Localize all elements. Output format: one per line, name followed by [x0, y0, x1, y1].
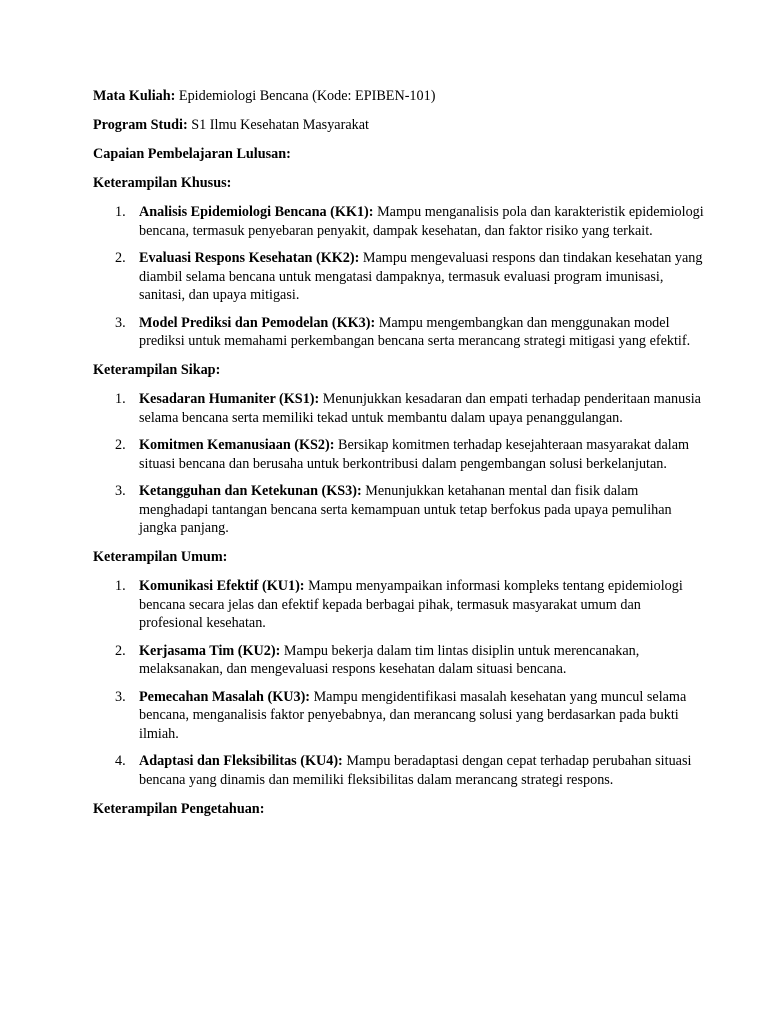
list-khusus [93, 203, 708, 351]
list-item [115, 203, 708, 240]
item-text: Mampu menyampaikan informasi kompleks tentang epidemiologi bencana secara jelas dan efektif kepada berbagai pihak, termasuk masyarakat umum dan profesional kesehatan. [139, 578, 683, 631]
section-heading-khusus: Keterampilan Khusus: [93, 175, 232, 191]
list-umum [93, 577, 708, 789]
course-line [93, 87, 708, 106]
item-title: Adaptasi dan Fleksibilitas (KU4): [139, 753, 343, 769]
list-item [115, 314, 708, 351]
item-title: Komunikasi Efektif (KU1): [139, 578, 305, 594]
item-title: Pemecahan Masalah (KU3): [139, 688, 311, 705]
list-item [115, 436, 708, 473]
outcomes-heading: Capaian Pembelajaran Lulusan: [93, 146, 291, 162]
item-text: Mampu bekerja dalam tim lintas disiplin untuk merencanakan, melaksanakan, dan mengevaluasi respons kesehatan dalam situasi bencana. [139, 642, 640, 677]
item-number: 1. [115, 578, 126, 594]
list-item [115, 249, 708, 305]
item-title: Kerjasama Tim (KU2): [139, 642, 281, 659]
item-number: 2. [115, 250, 126, 266]
knowledge-heading: Keterampilan Pengetahuan: [93, 800, 265, 817]
list-sikap [93, 390, 708, 538]
list-item [115, 752, 708, 789]
item-number: 3. [115, 314, 126, 331]
item-title: Evaluasi Respons Kesehatan (KK2): [139, 250, 360, 266]
item-number: 1. [115, 391, 126, 407]
item-title: Model Prediksi dan Pemodelan (KK3): [139, 314, 376, 331]
item-text: Mampu mengembangkan dan menggunakan model prediksi untuk memahami perkembangan bencana serta merancang strategi mitigasi yang efektif. [139, 314, 691, 349]
item-text: Mampu mengevaluasi respons dan tindakan kesehatan yang diambil selama bencana untuk mengatasi dampaknya, termasuk evaluasi program imunisasi, sanitasi, dan upaya mitigasi. [139, 250, 703, 303]
program-line [93, 116, 708, 135]
item-text: Bersikap komitmen terhadap kesejahteraan masyarakat dalam situasi bencana dan berusaha untuk berkontribusi dalam pengembangan solusi berkelanjutan. [139, 437, 690, 472]
program-value: S1 Ilmu Kesehatan Masyarakat [187, 117, 369, 133]
list-item [115, 390, 708, 427]
item-text: Mampu mengidentifikasi masalah kesehatan yang muncul selama bencana, menganalisis faktor penyebabnya, dan merancang solusi yang berdasarkan pada bukti ilmiah. [139, 688, 687, 742]
item-number: 2. [115, 642, 126, 659]
item-title: Kesadaran Humaniter (KS1): [139, 391, 320, 407]
section-heading-umum: Keterampilan Umum: [93, 549, 228, 565]
course-label: Mata Kuliah: [93, 88, 176, 104]
item-number: 3. [115, 688, 126, 705]
list-item [115, 577, 708, 633]
course-value: Epidemiologi Bencana (Kode: EPIBEN-101) [175, 88, 436, 104]
item-title: Ketangguhan dan Ketekunan (KS3): [139, 483, 362, 499]
item-title: Komitmen Kemanusiaan (KS2): [139, 437, 335, 453]
list-item [115, 482, 708, 538]
program-label: Program Studi: [93, 117, 188, 133]
item-number: 3. [115, 483, 126, 499]
item-text: Menunjukkan ketahanan mental dan fisik dalam menghadapi tantangan bencana serta kemampuan untuk tetap berfokus pada upaya pemulihan jangka panjang. [139, 483, 672, 536]
item-number: 1. [115, 204, 126, 220]
list-item [115, 688, 708, 744]
section-heading-sikap: Keterampilan Sikap: [93, 362, 221, 378]
item-text: Menunjukkan kesadaran dan empati terhadap penderitaan manusia selama bencana serta memiliki tekad untuk membantu dalam upaya penanggulangan. [139, 391, 701, 426]
list-item [115, 642, 708, 679]
item-number: 2. [115, 437, 126, 453]
item-title: Analisis Epidemiologi Bencana (KK1): [139, 204, 374, 220]
item-number: 4. [115, 753, 126, 769]
item-text: Mampu beradaptasi dengan cepat terhadap perubahan situasi bencana yang dinamis dan memiliki fleksibilitas dalam merancang strategi respons. [139, 753, 692, 788]
item-text: Mampu menganalisis pola dan karakteristik epidemiologi bencana, termasuk penyebaran penyakit, dampak kesehatan, dan faktor risiko yang terkait. [139, 204, 704, 239]
